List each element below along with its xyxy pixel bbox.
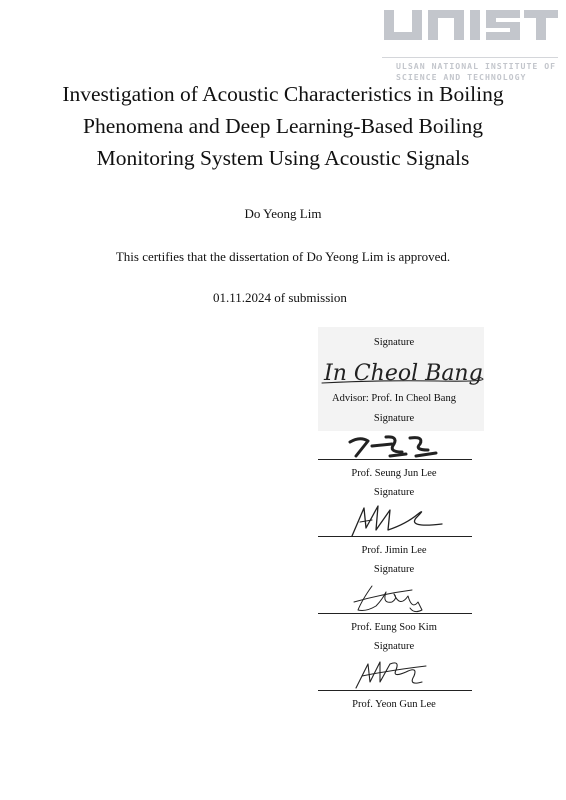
committee-signature-1 [346, 432, 446, 460]
unist-wordmark [382, 8, 558, 48]
signature-line [318, 613, 472, 614]
logo-tagline-2: SCIENCE AND TECHNOLOGY [396, 72, 527, 82]
approval-statement: This certifies that the dissertation of Do Yeong Lim is approved. [115, 249, 451, 264]
title-line-2: Phenomena and Deep Learning-Based Boiling [82, 114, 484, 138]
title-line-3: Monitoring System Using Acoustic Signals [96, 146, 470, 170]
committee-signature-3 [352, 580, 432, 616]
author-name: Do Yeong Lim [244, 206, 322, 221]
title-line-1: Investigation of Acoustic Characteristics in Boiling [62, 82, 504, 106]
committee-name-2: Prof. Jimin Lee [361, 545, 427, 556]
signature-label: Signature [373, 641, 415, 652]
logo-divider [382, 57, 558, 58]
committee-name-3: Prof. Eung Soo Kim [351, 622, 437, 633]
signature-line [318, 536, 472, 537]
committee-signature-2 [346, 500, 472, 540]
signature-line [318, 459, 472, 460]
committee-name-1: Prof. Seung Jun Lee [351, 468, 437, 479]
signature-label: Signature [373, 564, 415, 575]
committee-name-4: Prof. Yeon Gun Lee [352, 699, 436, 710]
unist-logo [382, 8, 558, 80]
signature-label: Signature [373, 487, 415, 498]
signature-label: Signature [373, 413, 415, 424]
signature-label: Signature [373, 337, 415, 348]
advisor-name: Advisor: Prof. In Cheol Bang [332, 393, 456, 404]
signature-handwriting: In Cheol Bang [324, 361, 483, 386]
logo-tagline-1: ULSAN NATIONAL INSTITUTE OF [396, 61, 557, 71]
committee-signature-4 [352, 656, 432, 692]
submission-date: 01.11.2024 of submission [213, 290, 347, 305]
advisor-handwritten-signature [318, 352, 484, 388]
signature-line [318, 690, 472, 691]
dissertation-title [40, 78, 526, 174]
